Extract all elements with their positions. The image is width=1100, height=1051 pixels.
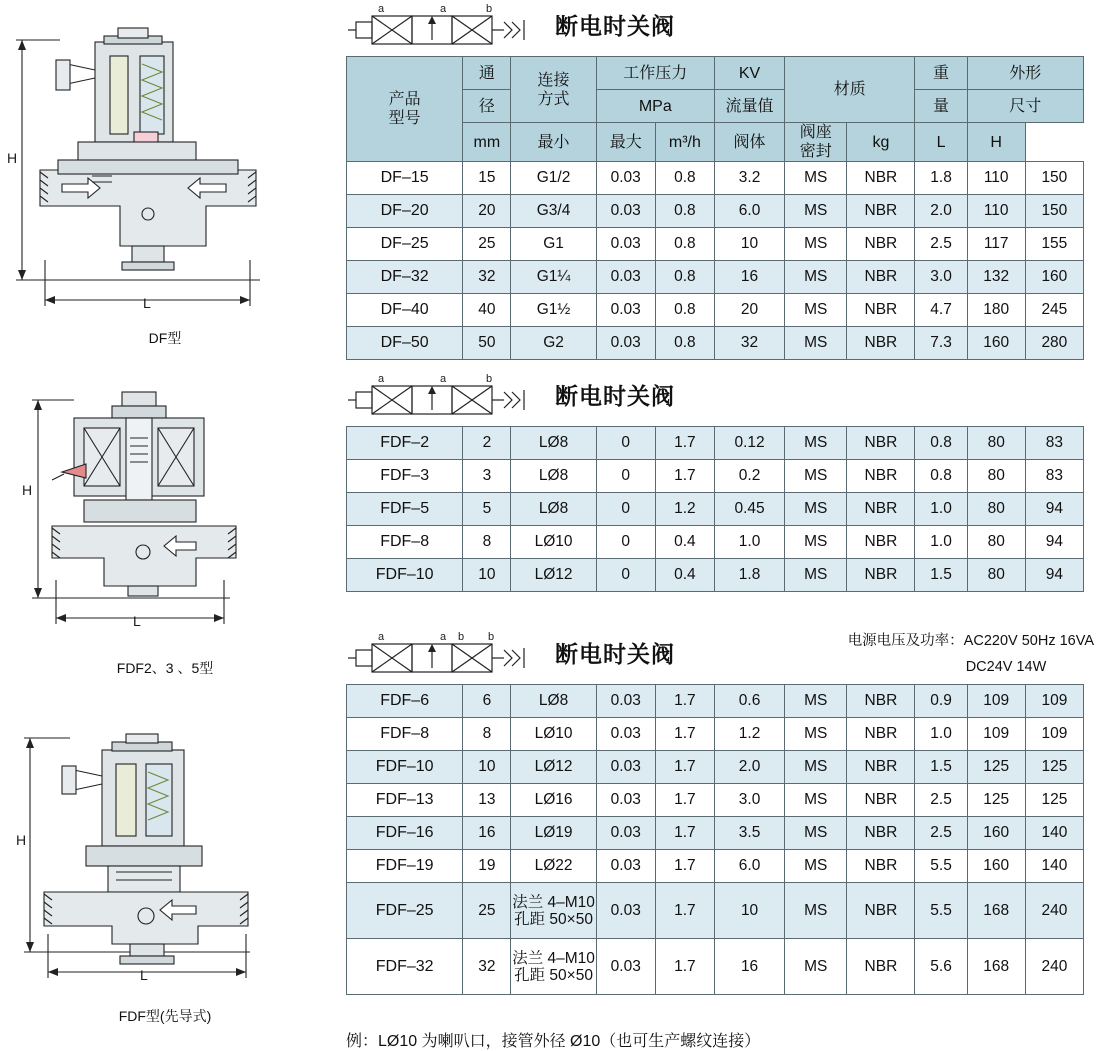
cell-seat: NBR bbox=[847, 162, 915, 195]
cell-pmax: 1.2 bbox=[655, 493, 714, 526]
table-row bbox=[347, 195, 1084, 228]
cell-body: MS bbox=[785, 559, 847, 592]
dim-l-label: L bbox=[143, 295, 151, 311]
cell-body: MS bbox=[785, 261, 847, 294]
block-header bbox=[330, 370, 1100, 426]
block-header bbox=[330, 0, 1100, 56]
table-row bbox=[347, 784, 1084, 817]
cell-h: 245 bbox=[1025, 294, 1083, 327]
svg-text:a: a bbox=[440, 3, 447, 15]
cell-kv: 10 bbox=[714, 228, 784, 261]
cell-pmin: 0.03 bbox=[596, 817, 655, 850]
cell-weight: 0.8 bbox=[915, 460, 967, 493]
cell-l: 125 bbox=[967, 784, 1025, 817]
table-row bbox=[347, 817, 1084, 850]
cell-kv: 20 bbox=[714, 294, 784, 327]
cell-seat: NBR bbox=[847, 327, 915, 360]
cell-model: FDF–6 bbox=[347, 685, 463, 718]
cell-bore: 50 bbox=[463, 327, 511, 360]
cell-seat: NBR bbox=[847, 939, 915, 995]
cell-body: MS bbox=[785, 294, 847, 327]
cell-h: 94 bbox=[1025, 559, 1083, 592]
cell-body: MS bbox=[785, 817, 847, 850]
cell-pmin: 0.03 bbox=[596, 850, 655, 883]
cell-connection: LØ8 bbox=[511, 493, 596, 526]
cell-connection: LØ12 bbox=[511, 559, 596, 592]
block-df bbox=[330, 0, 1100, 360]
header-bore-1: 通 bbox=[463, 57, 511, 90]
power-spec bbox=[848, 628, 1094, 680]
cell-model: FDF–19 bbox=[347, 850, 463, 883]
cell-pmin: 0.03 bbox=[596, 718, 655, 751]
table-row bbox=[347, 327, 1084, 360]
cell-weight: 4.7 bbox=[915, 294, 967, 327]
cell-pmin: 0 bbox=[596, 460, 655, 493]
cell-weight: 2.5 bbox=[915, 784, 967, 817]
valve-symbol-icon bbox=[348, 2, 538, 54]
cell-pmin: 0.03 bbox=[596, 685, 655, 718]
cell-body: MS bbox=[785, 751, 847, 784]
cell-model: FDF–32 bbox=[347, 939, 463, 995]
cell-body: MS bbox=[785, 327, 847, 360]
cell-seat: NBR bbox=[847, 261, 915, 294]
cell-pmin: 0.03 bbox=[596, 261, 655, 294]
cell-bore: 8 bbox=[463, 718, 511, 751]
cell-weight: 0.8 bbox=[915, 427, 967, 460]
cell-bore: 19 bbox=[463, 850, 511, 883]
header-pressure-1: 工作压力 bbox=[596, 57, 714, 90]
valve-symbol-icon bbox=[348, 630, 548, 682]
cell-connection: G1¼ bbox=[511, 261, 596, 294]
cell-pmin: 0.03 bbox=[596, 228, 655, 261]
cell-model: DF–50 bbox=[347, 327, 463, 360]
cell-weight: 1.0 bbox=[915, 526, 967, 559]
cell-seat: NBR bbox=[847, 817, 915, 850]
cell-kv: 3.5 bbox=[714, 817, 784, 850]
cell-connection: G2 bbox=[511, 327, 596, 360]
cell-model: FDF–13 bbox=[347, 784, 463, 817]
header-size-h: H bbox=[967, 123, 1025, 162]
cell-h: 150 bbox=[1025, 162, 1083, 195]
cell-l: 80 bbox=[967, 427, 1025, 460]
cell-bore: 5 bbox=[463, 493, 511, 526]
cell-h: 280 bbox=[1025, 327, 1083, 360]
cell-pmin: 0.03 bbox=[596, 883, 655, 939]
cell-kv: 1.0 bbox=[714, 526, 784, 559]
cell-pmin: 0.03 bbox=[596, 162, 655, 195]
cell-bore: 8 bbox=[463, 526, 511, 559]
cell-connection: LØ10 bbox=[511, 526, 596, 559]
cell-body: MS bbox=[785, 685, 847, 718]
dim-l-label: L bbox=[140, 967, 148, 983]
block-title: 断电时关阀 bbox=[555, 13, 675, 39]
header-kv-unit: m³/h bbox=[655, 123, 714, 162]
cell-connection: 法兰 4–M10 孔距 50×50 bbox=[511, 939, 596, 995]
cell-connection: LØ19 bbox=[511, 817, 596, 850]
table-row bbox=[347, 261, 1084, 294]
cell-pmax: 0.8 bbox=[655, 294, 714, 327]
cell-kv: 3.2 bbox=[714, 162, 784, 195]
drawings-column bbox=[0, 0, 330, 1044]
cell-body: MS bbox=[785, 718, 847, 751]
cell-seat: NBR bbox=[847, 850, 915, 883]
header-kv-2: 流量值 bbox=[714, 90, 784, 123]
table-row bbox=[347, 685, 1084, 718]
header-pressure-min: 最小 bbox=[511, 123, 596, 162]
cell-weight: 1.0 bbox=[915, 493, 967, 526]
cell-seat: NBR bbox=[847, 294, 915, 327]
cell-l: 80 bbox=[967, 493, 1025, 526]
cell-h: 160 bbox=[1025, 261, 1083, 294]
figure-fdf-pilot bbox=[0, 720, 330, 1030]
cell-body: MS bbox=[785, 460, 847, 493]
cell-pmax: 1.7 bbox=[655, 817, 714, 850]
cell-seat: NBR bbox=[847, 228, 915, 261]
cell-h: 94 bbox=[1025, 526, 1083, 559]
cell-kv: 10 bbox=[714, 883, 784, 939]
cell-h: 240 bbox=[1025, 883, 1083, 939]
cell-pmax: 0.8 bbox=[655, 327, 714, 360]
cell-body: MS bbox=[785, 784, 847, 817]
table-row bbox=[347, 751, 1084, 784]
cell-h: 140 bbox=[1025, 817, 1083, 850]
header-kv-1: KV bbox=[714, 57, 784, 90]
cell-l: 80 bbox=[967, 526, 1025, 559]
cell-body: MS bbox=[785, 427, 847, 460]
cell-pmin: 0.03 bbox=[596, 751, 655, 784]
cell-kv: 0.6 bbox=[714, 685, 784, 718]
cell-kv: 16 bbox=[714, 261, 784, 294]
cell-body: MS bbox=[785, 883, 847, 939]
cell-kv: 1.8 bbox=[714, 559, 784, 592]
cell-weight: 2.0 bbox=[915, 195, 967, 228]
cell-body: MS bbox=[785, 195, 847, 228]
cell-weight: 3.0 bbox=[915, 261, 967, 294]
cell-model: FDF–3 bbox=[347, 460, 463, 493]
cell-pmin: 0 bbox=[596, 493, 655, 526]
table-row bbox=[347, 493, 1084, 526]
cell-connection: G1 bbox=[511, 228, 596, 261]
header-bore-2: 径 bbox=[463, 90, 511, 123]
cell-weight: 0.9 bbox=[915, 685, 967, 718]
cell-pmax: 0.8 bbox=[655, 228, 714, 261]
cell-bore: 6 bbox=[463, 685, 511, 718]
cell-l: 117 bbox=[967, 228, 1025, 261]
valve-symbol-icon bbox=[348, 372, 538, 424]
cell-connection: LØ12 bbox=[511, 751, 596, 784]
cell-h: 240 bbox=[1025, 939, 1083, 995]
cell-model: FDF–25 bbox=[347, 883, 463, 939]
cell-weight: 7.3 bbox=[915, 327, 967, 360]
header-size-2: 尺寸 bbox=[967, 90, 1083, 123]
svg-text:a: a bbox=[440, 631, 447, 643]
cell-connection: LØ10 bbox=[511, 718, 596, 751]
cell-l: 168 bbox=[967, 883, 1025, 939]
cell-bore: 2 bbox=[463, 427, 511, 460]
cell-kv: 1.2 bbox=[714, 718, 784, 751]
cell-bore: 25 bbox=[463, 228, 511, 261]
cell-kv: 6.0 bbox=[714, 195, 784, 228]
cell-bore: 20 bbox=[463, 195, 511, 228]
cell-pmax: 0.8 bbox=[655, 195, 714, 228]
cell-model: FDF–8 bbox=[347, 526, 463, 559]
table-row bbox=[347, 162, 1084, 195]
svg-text:a: a bbox=[378, 3, 385, 15]
table-row bbox=[347, 460, 1084, 493]
cell-body: MS bbox=[785, 526, 847, 559]
cell-connection: LØ8 bbox=[511, 685, 596, 718]
cell-body: MS bbox=[785, 939, 847, 995]
cell-bore: 15 bbox=[463, 162, 511, 195]
cell-h: 109 bbox=[1025, 685, 1083, 718]
cell-l: 160 bbox=[967, 817, 1025, 850]
block-title: 断电时关阀 bbox=[555, 641, 675, 667]
cell-l: 160 bbox=[967, 327, 1025, 360]
cell-pmax: 1.7 bbox=[655, 939, 714, 995]
cell-l: 160 bbox=[967, 850, 1025, 883]
cell-kv: 6.0 bbox=[714, 850, 784, 883]
cell-connection: LØ8 bbox=[511, 460, 596, 493]
cell-l: 80 bbox=[967, 559, 1025, 592]
cell-pmax: 1.7 bbox=[655, 850, 714, 883]
cell-bore: 3 bbox=[463, 460, 511, 493]
cell-kv: 16 bbox=[714, 939, 784, 995]
table-row bbox=[347, 939, 1084, 995]
cell-seat: NBR bbox=[847, 784, 915, 817]
cell-kv: 32 bbox=[714, 327, 784, 360]
cell-bore: 10 bbox=[463, 751, 511, 784]
cell-weight: 5.6 bbox=[915, 939, 967, 995]
cell-h: 125 bbox=[1025, 751, 1083, 784]
cell-pmin: 0.03 bbox=[596, 195, 655, 228]
cell-seat: NBR bbox=[847, 195, 915, 228]
fdf235-valve-drawing bbox=[0, 380, 330, 650]
cell-connection: LØ16 bbox=[511, 784, 596, 817]
svg-text:b: b bbox=[486, 3, 493, 15]
cell-seat: NBR bbox=[847, 559, 915, 592]
cell-weight: 5.5 bbox=[915, 850, 967, 883]
dim-h-label: H bbox=[7, 150, 18, 166]
cell-pmax: 0.8 bbox=[655, 261, 714, 294]
cell-bore: 25 bbox=[463, 883, 511, 939]
cell-kv: 0.45 bbox=[714, 493, 784, 526]
cell-pmax: 0.4 bbox=[655, 559, 714, 592]
cell-l: 80 bbox=[967, 460, 1025, 493]
cell-kv: 3.0 bbox=[714, 784, 784, 817]
header-weight-2: 量 bbox=[915, 90, 967, 123]
cell-weight: 1.0 bbox=[915, 718, 967, 751]
cell-pmin: 0.03 bbox=[596, 939, 655, 995]
cell-bore: 32 bbox=[463, 939, 511, 995]
cell-l: 132 bbox=[967, 261, 1025, 294]
power-line-1: 电源电压及功率：AC220V 50Hz 16VA bbox=[847, 633, 1094, 649]
cell-model: FDF–8 bbox=[347, 718, 463, 751]
svg-text:b: b bbox=[488, 631, 495, 643]
cell-l: 110 bbox=[967, 195, 1025, 228]
block-title: 断电时关阀 bbox=[555, 383, 675, 409]
cell-h: 125 bbox=[1025, 784, 1083, 817]
figure-fdf235 bbox=[0, 380, 330, 700]
header-pressure-max: 最大 bbox=[596, 123, 655, 162]
dim-h-label: H bbox=[16, 832, 27, 848]
cell-h: 94 bbox=[1025, 493, 1083, 526]
cell-seat: NBR bbox=[847, 685, 915, 718]
cell-h: 109 bbox=[1025, 718, 1083, 751]
cell-pmin: 0.03 bbox=[596, 294, 655, 327]
df-valve-drawing bbox=[0, 10, 330, 310]
cell-pmax: 1.7 bbox=[655, 883, 714, 939]
block-fdf-pilot bbox=[330, 628, 1100, 1050]
cell-pmax: 1.7 bbox=[655, 718, 714, 751]
tables-column bbox=[330, 0, 1100, 1050]
cell-seat: NBR bbox=[847, 526, 915, 559]
svg-text:b: b bbox=[458, 631, 465, 643]
cell-bore: 13 bbox=[463, 784, 511, 817]
cell-h: 83 bbox=[1025, 427, 1083, 460]
spec-table-df bbox=[346, 56, 1084, 360]
table-row bbox=[347, 850, 1084, 883]
table-row bbox=[347, 294, 1084, 327]
table-row bbox=[347, 526, 1084, 559]
cell-connection: LØ22 bbox=[511, 850, 596, 883]
cell-h: 150 bbox=[1025, 195, 1083, 228]
cell-pmax: 1.7 bbox=[655, 460, 714, 493]
header-pressure-2: MPa bbox=[596, 90, 714, 123]
header-body: 阀体 bbox=[714, 123, 784, 162]
cell-weight: 5.5 bbox=[915, 883, 967, 939]
cell-seat: NBR bbox=[847, 427, 915, 460]
cell-weight: 1.5 bbox=[915, 751, 967, 784]
svg-text:a: a bbox=[440, 373, 447, 385]
cell-seat: NBR bbox=[847, 460, 915, 493]
dim-l-label: L bbox=[133, 613, 141, 629]
header-weight-1: 重 bbox=[915, 57, 967, 90]
cell-weight: 1.8 bbox=[915, 162, 967, 195]
block-fdf-small bbox=[330, 370, 1100, 592]
figure-caption: FDF2、3 、5型 bbox=[116, 660, 214, 676]
cell-bore: 10 bbox=[463, 559, 511, 592]
cell-kv: 0.2 bbox=[714, 460, 784, 493]
spec-table-fdf-pilot bbox=[346, 684, 1084, 995]
fdf-pilot-valve-drawing bbox=[0, 720, 330, 1000]
cell-kv: 0.12 bbox=[714, 427, 784, 460]
cell-body: MS bbox=[785, 228, 847, 261]
spec-table-fdf-small bbox=[346, 426, 1084, 592]
cell-model: FDF–16 bbox=[347, 817, 463, 850]
cell-l: 125 bbox=[967, 751, 1025, 784]
cell-pmin: 0.03 bbox=[596, 327, 655, 360]
header-material: 材质 bbox=[785, 57, 915, 123]
table-row bbox=[347, 718, 1084, 751]
cell-model: DF–20 bbox=[347, 195, 463, 228]
cell-connection: G1/2 bbox=[511, 162, 596, 195]
cell-bore: 16 bbox=[463, 817, 511, 850]
cell-pmin: 0 bbox=[596, 427, 655, 460]
figure-df bbox=[0, 10, 330, 350]
svg-text:a: a bbox=[378, 373, 385, 385]
cell-l: 109 bbox=[967, 718, 1025, 751]
cell-model: FDF–10 bbox=[347, 751, 463, 784]
header-weight-unit: kg bbox=[847, 123, 915, 162]
cell-model: DF–15 bbox=[347, 162, 463, 195]
cell-model: DF–40 bbox=[347, 294, 463, 327]
figure-caption: FDF型(先导式) bbox=[118, 1008, 212, 1024]
header-seat: 阀座 密封 bbox=[785, 123, 847, 162]
figure-caption: DF型 bbox=[148, 330, 182, 346]
svg-text:b: b bbox=[486, 373, 493, 385]
cell-body: MS bbox=[785, 162, 847, 195]
cell-model: DF–25 bbox=[347, 228, 463, 261]
header-connection: 连接 方式 bbox=[511, 57, 596, 123]
header-size-1: 外形 bbox=[967, 57, 1083, 90]
cell-seat: NBR bbox=[847, 751, 915, 784]
cell-connection: G3/4 bbox=[511, 195, 596, 228]
table-row bbox=[347, 228, 1084, 261]
svg-text:a: a bbox=[378, 631, 385, 643]
table-row bbox=[347, 559, 1084, 592]
cell-model: FDF–10 bbox=[347, 559, 463, 592]
cell-pmax: 1.7 bbox=[655, 751, 714, 784]
cell-h: 140 bbox=[1025, 850, 1083, 883]
table-header-row bbox=[347, 57, 1084, 90]
cell-pmin: 0 bbox=[596, 559, 655, 592]
header-model: 产品 型号 bbox=[347, 57, 463, 162]
cell-weight: 2.5 bbox=[915, 817, 967, 850]
cell-weight: 2.5 bbox=[915, 228, 967, 261]
cell-model: FDF–2 bbox=[347, 427, 463, 460]
cell-pmax: 0.8 bbox=[655, 162, 714, 195]
cell-l: 109 bbox=[967, 685, 1025, 718]
cell-pmin: 0.03 bbox=[596, 784, 655, 817]
cell-weight: 1.5 bbox=[915, 559, 967, 592]
cell-l: 110 bbox=[967, 162, 1025, 195]
block-header bbox=[330, 628, 1100, 684]
header-bore-unit: mm bbox=[463, 123, 511, 162]
cell-seat: NBR bbox=[847, 883, 915, 939]
cell-model: DF–32 bbox=[347, 261, 463, 294]
cell-bore: 32 bbox=[463, 261, 511, 294]
cell-seat: NBR bbox=[847, 718, 915, 751]
cell-l: 168 bbox=[967, 939, 1025, 995]
cell-model: FDF–5 bbox=[347, 493, 463, 526]
table-row bbox=[347, 883, 1084, 939]
cell-connection: G1½ bbox=[511, 294, 596, 327]
cell-connection: LØ8 bbox=[511, 427, 596, 460]
cell-l: 180 bbox=[967, 294, 1025, 327]
cell-body: MS bbox=[785, 850, 847, 883]
cell-h: 155 bbox=[1025, 228, 1083, 261]
cell-seat: NBR bbox=[847, 493, 915, 526]
cell-connection: 法兰 4–M10 孔距 50×50 bbox=[511, 883, 596, 939]
footnote: 例：LØ10 为喇叭口，接管外径 Ø10（也可生产螺纹连接） bbox=[346, 1033, 761, 1050]
header-size-l: L bbox=[915, 123, 967, 162]
cell-kv: 2.0 bbox=[714, 751, 784, 784]
cell-pmax: 1.7 bbox=[655, 784, 714, 817]
dim-h-label: H bbox=[22, 482, 33, 498]
cell-bore: 40 bbox=[463, 294, 511, 327]
cell-h: 83 bbox=[1025, 460, 1083, 493]
cell-pmax: 0.4 bbox=[655, 526, 714, 559]
cell-body: MS bbox=[785, 493, 847, 526]
cell-pmin: 0 bbox=[596, 526, 655, 559]
table-row bbox=[347, 427, 1084, 460]
cell-pmax: 1.7 bbox=[655, 427, 714, 460]
cell-pmax: 1.7 bbox=[655, 685, 714, 718]
power-line-2: DC24V 14W bbox=[965, 659, 1047, 675]
